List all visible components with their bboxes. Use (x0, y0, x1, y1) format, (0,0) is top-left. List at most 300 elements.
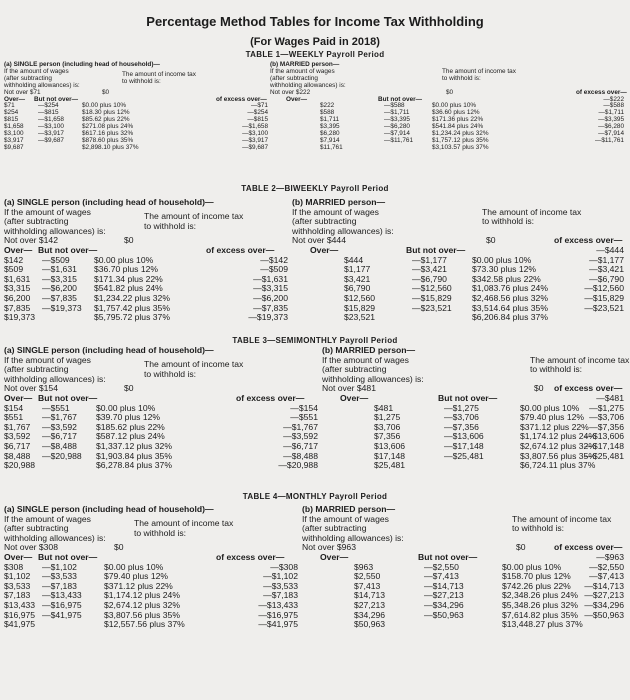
bracket-over: $50,963 (354, 619, 386, 630)
bracket-tax: $2,674.12 plus 32% (520, 441, 596, 451)
tax-amount-label: to withhold is: (482, 216, 535, 227)
not-over-tax: $0 (102, 88, 110, 96)
bracket-over: $963 (354, 561, 374, 572)
bracket-over: $588 (320, 109, 335, 117)
bracket-over: $7,356 (374, 431, 401, 442)
bracket-tax: $1,083.76 plus 24% (472, 283, 548, 294)
bracket-but-not-over: —$3,100 (38, 123, 64, 131)
bracket-tax: $2,674.12 plus 32% (104, 600, 180, 610)
bracket-but-not-over: —$509 (42, 254, 70, 265)
wage-condition-label: (after subtracting (322, 364, 387, 375)
married-bracket-excess: —$963 (596, 552, 624, 562)
married-person-heading: (b) MARRIED person— (292, 197, 386, 207)
bracket-but-not-over: —$7,835 (42, 293, 77, 303)
not-over-threshold: Not over $154 (4, 383, 58, 394)
bracket-but-not-over: —$1,102 (42, 561, 77, 572)
single-person-heading: (a) SINGLE person (including head of household)— (4, 197, 214, 207)
wage-condition-label: If the amount of wages (292, 206, 379, 217)
column-header-but-not-over: But not over— (38, 552, 98, 562)
tax-amount-label: The amount of income tax (144, 211, 244, 222)
column-header-but-not-over: But not over— (378, 95, 423, 103)
tax-amount-label: to withhold is: (442, 74, 481, 82)
column-header-over: Over— (4, 552, 33, 562)
bracket-but-not-over: —$14,713 (424, 580, 464, 591)
column-header-over: Over— (320, 552, 349, 562)
bracket-over: $3,592 (4, 431, 31, 442)
bracket-over: $71 (4, 102, 15, 110)
single-bracket-excess: —$1,658 (242, 123, 268, 131)
not-over-tax: $0 (124, 235, 134, 246)
bracket-but-not-over: —$551 (42, 402, 70, 413)
bracket-but-not-over: —$9,687 (38, 136, 64, 144)
column-header-over: Over— (4, 95, 25, 103)
married-excess-header: of excess over— (554, 542, 623, 553)
bracket-tax: $6,724.11 plus 37% (520, 460, 596, 471)
tax-amount-label: The amount of income tax (482, 206, 582, 217)
bracket-tax: $171.34 plus 22% (94, 273, 163, 284)
bracket-over: $1,275 (374, 412, 401, 423)
bracket-tax: $3,807.56 plus 35% (520, 450, 596, 461)
bracket-tax: $742.26 plus 22% (502, 580, 571, 591)
bracket-but-not-over: —$15,829 (412, 293, 452, 303)
bracket-but-not-over: —$6,790 (412, 273, 447, 284)
single-bracket-excess: —$509 (260, 264, 288, 275)
bracket-but-not-over: —$11,761 (384, 136, 414, 144)
bracket-tax: $0.00 plus 10% (104, 561, 164, 572)
single-bracket-excess: —$3,592 (283, 431, 318, 442)
bracket-tax: $36.60 plus 12% (432, 109, 480, 117)
bracket-tax: $541.82 plus 24% (94, 283, 163, 294)
bracket-over: $7,183 (4, 590, 31, 601)
married-bracket-excess: —$7,413 (589, 571, 624, 582)
wage-condition-label: withholding allowances) is: (302, 532, 404, 543)
married-person-heading: (b) MARRIED person— (302, 504, 396, 514)
tax-amount-label: The amount of income tax (512, 513, 612, 524)
not-over-threshold: Not over $481 (322, 383, 376, 394)
bracket-tax: $3,514.64 plus 35% (472, 302, 548, 313)
not-over-tax: $0 (486, 235, 496, 246)
bracket-over: $815 (4, 116, 19, 124)
bracket-tax: $5,348.26 plus 32% (502, 600, 578, 610)
single-bracket-excess: —$1,102 (263, 571, 298, 582)
single-bracket-excess: —$16,975 (258, 609, 298, 620)
married-bracket-excess: —$1,275 (589, 402, 624, 413)
bracket-but-not-over: —$3,315 (42, 273, 77, 284)
bracket-tax: $39.70 plus 12% (96, 412, 161, 423)
bracket-over: $481 (374, 402, 394, 413)
bracket-tax: $1,174.12 plus 24% (520, 431, 596, 442)
bracket-over: $1,631 (4, 273, 31, 284)
bracket-but-not-over: —$3,533 (42, 571, 77, 582)
bracket-over: $9,687 (4, 143, 24, 151)
wage-condition-label: withholding allowances) is: (292, 225, 394, 236)
bracket-but-not-over: —$7,914 (384, 130, 410, 137)
bracket-but-not-over: —$16,975 (42, 600, 82, 610)
bracket-over: $1,658 (4, 123, 24, 131)
single-bracket-excess: —$3,315 (253, 283, 288, 294)
not-over-tax: $0 (516, 542, 526, 553)
bracket-but-not-over: —$7,413 (424, 571, 459, 582)
bracket-tax: $342.58 plus 22% (472, 273, 541, 284)
tax-amount-label: The amount of income tax (144, 359, 244, 370)
bracket-tax: $1,903.84 plus 35% (96, 450, 172, 461)
bracket-but-not-over: —$1,177 (412, 254, 447, 265)
married-bracket-excess: —$6,280 (598, 123, 624, 131)
bracket-tax: $0.00 plus 10% (432, 102, 477, 110)
bracket-tax: $0.00 plus 10% (502, 561, 562, 572)
bracket-over: $16,975 (4, 609, 36, 620)
bracket-over: $254 (4, 109, 19, 117)
bracket-but-not-over: —$19,373 (42, 302, 82, 313)
bracket-but-not-over: —$13,606 (444, 431, 484, 442)
table-caption: TABLE 3—SEMIMONTHLY Payroll Period (232, 336, 398, 345)
bracket-tax: $158.70 plus 12% (502, 571, 571, 582)
single-person-heading: (a) SINGLE person (including head of household)— (4, 504, 214, 514)
bracket-but-not-over: —$3,421 (412, 264, 447, 275)
married-bracket-excess: —$222 (603, 95, 624, 103)
bracket-over: $509 (4, 264, 24, 275)
bracket-over: $11,761 (320, 143, 343, 151)
not-over-threshold: Not over $308 (4, 542, 58, 553)
bracket-over: $41,975 (4, 619, 36, 630)
single-bracket-excess: —$9,687 (242, 143, 268, 151)
table-caption: TABLE 2—BIWEEKLY Payroll Period (241, 184, 389, 193)
married-bracket-excess: —$7,914 (598, 130, 624, 137)
bracket-tax: $18.30 plus 12% (82, 109, 130, 117)
wage-condition-label: withholding allowances) is: (4, 532, 106, 543)
single-bracket-excess: —$154 (290, 402, 318, 413)
bracket-over: $13,433 (4, 600, 36, 610)
married-bracket-excess: —$15,829 (584, 293, 624, 303)
bracket-but-not-over: —$20,988 (42, 450, 82, 461)
bracket-over: $14,713 (354, 590, 386, 601)
bracket-over: $3,917 (4, 136, 24, 144)
single-excess-header: of excess over— (206, 245, 275, 255)
column-header-but-not-over: But not over— (406, 245, 466, 255)
married-bracket-excess: —$11,761 (594, 136, 624, 144)
bracket-tax: $587.12 plus 24% (96, 431, 165, 442)
bracket-but-not-over: —$254 (38, 102, 59, 110)
bracket-tax: $0.00 plus 10% (82, 102, 127, 110)
single-bracket-excess: —$7,835 (253, 302, 288, 313)
bracket-but-not-over: —$12,560 (412, 283, 452, 294)
bracket-but-not-over: —$1,275 (444, 402, 479, 413)
single-bracket-excess: —$3,100 (242, 130, 268, 137)
wage-condition-label: If the amount of wages (302, 513, 389, 524)
tax-amount-label: to withhold is: (144, 221, 197, 231)
single-bracket-excess: —$6,717 (283, 441, 318, 451)
not-over-threshold: Not over $222 (270, 88, 311, 96)
bracket-over: $551 (4, 412, 24, 423)
bracket-over: $25,481 (374, 460, 406, 471)
single-bracket-excess: —$13,433 (258, 600, 298, 610)
column-header-but-not-over: But not over— (38, 245, 98, 255)
married-bracket-excess: —$481 (596, 393, 624, 403)
married-bracket-excess: —$12,560 (584, 283, 624, 294)
bracket-over: $3,395 (320, 123, 340, 131)
wage-condition-label: withholding allowances) is: (4, 81, 80, 89)
bracket-but-not-over: —$17,148 (444, 441, 484, 451)
bracket-but-not-over: —$588 (384, 102, 405, 110)
bracket-tax: $3,103.57 plus 37% (432, 143, 489, 151)
not-over-threshold: Not over $444 (292, 235, 346, 246)
wage-condition-label: If the amount of wages (4, 206, 91, 217)
tax-amount-label: The amount of income tax (530, 354, 630, 365)
bracket-tax: $3,807.56 plus 35% (104, 609, 180, 620)
bracket-over: $6,790 (344, 283, 371, 294)
bracket-over: $308 (4, 561, 24, 572)
single-bracket-excess: —$41,975 (258, 619, 298, 630)
bracket-tax: $2,898.10 plus 37% (82, 143, 139, 151)
wage-condition-label: (after subtracting (270, 74, 318, 82)
bracket-tax: $0.00 plus 10% (94, 254, 154, 265)
married-bracket-excess: —$3,421 (589, 264, 624, 275)
married-person-heading: (b) MARRIED person— (270, 61, 340, 68)
tax-amount-label: to withhold is: (512, 523, 565, 534)
bracket-but-not-over: —$1,767 (42, 412, 77, 423)
married-bracket-excess: —$25,481 (584, 450, 624, 461)
single-bracket-excess: —$3,917 (242, 136, 268, 144)
wage-condition-label: withholding allowances) is: (4, 373, 106, 384)
bracket-over: $7,413 (354, 580, 381, 591)
single-bracket-excess: —$1,631 (253, 273, 288, 284)
bracket-tax: $171.36 plus 22% (432, 116, 484, 124)
bracket-tax: $271.08 plus 24% (82, 123, 134, 131)
bracket-but-not-over: —$41,975 (42, 609, 82, 620)
wage-condition-label: withholding allowances) is: (4, 225, 106, 236)
bracket-but-not-over: —$23,521 (412, 302, 452, 313)
bracket-tax: $85.62 plus 22% (82, 116, 130, 124)
single-person-heading: (a) SINGLE person (including head of household)— (4, 345, 214, 355)
wage-condition-label: If the amount of wages (4, 513, 91, 524)
wage-condition-label: (after subtracting (302, 523, 367, 534)
tax-amount-label: The amount of income tax (122, 71, 196, 79)
bracket-but-not-over: —$8,488 (42, 441, 77, 451)
tax-amount-label: to withhold is: (530, 364, 583, 375)
tax-amount-label: The amount of income tax (134, 518, 234, 529)
bracket-tax: $1,234.24 plus 32% (432, 130, 489, 137)
wage-condition-label: (after subtracting (292, 216, 357, 227)
bracket-over: $3,100 (4, 130, 24, 137)
wage-condition-label: If the amount of wages (4, 354, 91, 365)
bracket-tax: $73.30 plus 12% (472, 264, 537, 275)
bracket-tax: $185.62 plus 22% (96, 421, 165, 432)
page-title: Percentage Method Tables for Income Tax Withholding (146, 14, 484, 29)
married-bracket-excess: —$14,713 (584, 580, 624, 591)
bracket-over: $1,102 (4, 571, 31, 582)
bracket-but-not-over: —$1,711 (384, 109, 410, 117)
married-bracket-excess: —$27,213 (584, 590, 624, 601)
bracket-over: $6,717 (4, 441, 31, 451)
bracket-over: $154 (4, 402, 24, 413)
bracket-over: $19,373 (4, 312, 36, 323)
bracket-tax: $1,757.42 plus 35% (94, 302, 170, 313)
married-bracket-excess: —$34,296 (584, 600, 624, 610)
tax-amount-label: to withhold is: (144, 369, 197, 379)
single-excess-header: of excess over— (236, 393, 305, 403)
column-header-but-not-over: But not over— (418, 552, 478, 562)
bracket-over: $1,767 (4, 421, 31, 432)
bracket-over: $7,835 (4, 302, 31, 313)
single-bracket-excess: —$20,988 (278, 460, 318, 471)
single-bracket-excess: —$6,200 (253, 293, 288, 303)
married-bracket-excess: —$13,606 (584, 431, 624, 442)
bracket-tax: $12,557.56 plus 37% (104, 619, 185, 630)
bracket-over: $222 (320, 102, 335, 110)
bracket-tax: $371.12 plus 22% (104, 580, 173, 591)
table-caption: TABLE 1—WEEKLY Payroll Period (245, 50, 385, 59)
bracket-tax: $0.00 plus 10% (96, 402, 156, 413)
bracket-over: $12,560 (344, 293, 376, 303)
column-header-but-not-over: But not over— (38, 393, 98, 403)
wage-condition-label: (after subtracting (4, 364, 69, 375)
married-bracket-excess: —$3,395 (598, 116, 624, 124)
bracket-tax: $2,348.26 plus 24% (502, 590, 578, 601)
wage-condition-label: If the amount of wages (270, 67, 335, 75)
bracket-but-not-over: —$27,213 (424, 590, 464, 601)
bracket-over: $142 (4, 254, 24, 265)
married-bracket-excess: —$444 (596, 245, 624, 255)
bracket-but-not-over: —$50,963 (424, 609, 464, 620)
married-excess-header: of excess over— (576, 88, 627, 96)
bracket-over: $6,280 (320, 130, 340, 137)
married-bracket-excess: —$588 (603, 102, 624, 110)
bracket-but-not-over: —$13,433 (42, 590, 82, 601)
column-header-over: Over— (340, 393, 369, 403)
bracket-over: $20,988 (4, 460, 36, 471)
bracket-but-not-over: —$3,917 (38, 130, 64, 137)
table-caption: TABLE 4—MONTHLY Payroll Period (242, 492, 388, 501)
tax-amount-label: to withhold is: (134, 528, 187, 538)
single-bracket-excess: —$551 (290, 412, 318, 423)
bracket-tax: $0.00 plus 10% (520, 402, 580, 413)
bracket-over: $1,711 (320, 116, 340, 124)
not-over-tax: $0 (124, 383, 134, 394)
bracket-tax: $1,174.12 plus 24% (104, 590, 180, 601)
bracket-over: $3,315 (4, 283, 31, 294)
single-bracket-excess: —$19,373 (248, 312, 288, 323)
bracket-tax: $5,795.72 plus 37% (94, 312, 170, 323)
single-bracket-excess: —$71 (250, 102, 268, 110)
column-header-but-not-over: But not over— (438, 393, 498, 403)
wage-condition-label: If the amount of wages (322, 354, 409, 365)
single-bracket-excess: —$308 (270, 561, 298, 572)
column-header-but-not-over: But not over— (34, 95, 79, 103)
bracket-over: $8,488 (4, 450, 31, 461)
single-excess-header: of excess over— (216, 552, 285, 562)
bracket-tax: $6,278.84 plus 37% (96, 460, 172, 471)
bracket-tax: $6,206.84 plus 37% (472, 312, 548, 323)
bracket-but-not-over: —$1,631 (42, 264, 77, 275)
bracket-but-not-over: —$1,658 (38, 116, 64, 124)
wage-condition-label: withholding allowances) is: (322, 373, 424, 384)
bracket-tax: $36.70 plus 12% (94, 264, 159, 275)
single-bracket-excess: —$1,767 (283, 421, 318, 432)
page-subtitle: (For Wages Paid in 2018) (250, 36, 380, 48)
married-bracket-excess: —$1,177 (589, 254, 624, 265)
bracket-but-not-over: —$6,280 (384, 123, 410, 131)
single-bracket-excess: —$8,488 (283, 450, 318, 461)
single-bracket-excess: —$3,533 (263, 580, 298, 591)
married-bracket-excess: —$7,356 (589, 421, 624, 432)
bracket-tax: $2,468.56 plus 32% (472, 293, 548, 303)
bracket-over: $3,706 (374, 421, 401, 432)
bracket-but-not-over: —$3,706 (444, 412, 479, 423)
bracket-tax: $617.16 plus 32% (82, 130, 134, 137)
bracket-but-not-over: —$3,395 (384, 116, 410, 124)
single-bracket-excess: —$142 (260, 254, 288, 265)
wage-condition-label: If the amount of wages (4, 67, 69, 75)
bracket-tax: $0.00 plus 10% (472, 254, 532, 265)
bracket-over: $34,296 (354, 609, 386, 620)
bracket-tax: $7,614.82 plus 35% (502, 609, 578, 620)
not-over-tax: $0 (114, 542, 124, 553)
bracket-tax: $1,757.12 plus 35% (432, 136, 489, 144)
not-over-tax: $0 (446, 88, 454, 96)
bracket-but-not-over: —$815 (38, 109, 59, 117)
bracket-over: $3,533 (4, 580, 31, 591)
wage-condition-label: (after subtracting (4, 74, 52, 82)
not-over-tax: $0 (534, 383, 544, 394)
column-header-over: Over— (4, 245, 33, 255)
married-bracket-excess: —$3,706 (589, 412, 624, 423)
bracket-tax: $371.12 plus 22% (520, 421, 589, 432)
married-bracket-excess: —$17,148 (584, 441, 624, 451)
bracket-over: $7,914 (320, 136, 340, 144)
bracket-over: $27,213 (354, 600, 386, 610)
bracket-over: $23,521 (344, 312, 376, 323)
bracket-over: $15,829 (344, 302, 376, 313)
single-bracket-excess: —$7,183 (263, 590, 298, 601)
bracket-but-not-over: —$7,356 (444, 421, 479, 432)
bracket-over: $1,177 (344, 264, 371, 275)
bracket-tax: $878.60 plus 35% (82, 136, 134, 144)
bracket-but-not-over: —$2,550 (424, 561, 459, 572)
tax-amount-label: to withhold is: (122, 78, 161, 86)
bracket-but-not-over: —$6,717 (42, 431, 77, 442)
bracket-over: $17,148 (374, 450, 406, 461)
not-over-threshold: Not over $71 (4, 88, 41, 96)
married-excess-header: of excess over— (554, 383, 623, 394)
bracket-tax: $79.40 plus 12% (104, 571, 169, 582)
column-header-over: Over— (286, 95, 307, 103)
bracket-over: $3,421 (344, 273, 371, 284)
column-header-over: Over— (310, 245, 339, 255)
not-over-threshold: Not over $963 (302, 542, 356, 553)
wage-condition-label: (after subtracting (4, 216, 69, 227)
column-header-over: Over— (4, 393, 33, 403)
bracket-tax: $1,337.12 plus 32% (96, 441, 172, 451)
single-bracket-excess: —$254 (247, 109, 268, 117)
bracket-over: $13,606 (374, 441, 406, 451)
married-bracket-excess: —$6,790 (589, 273, 624, 284)
bracket-but-not-over: —$34,296 (424, 600, 464, 610)
wage-condition-label: withholding allowances) is: (270, 81, 346, 89)
married-bracket-excess: —$1,711 (598, 109, 624, 117)
married-person-heading: (b) MARRIED person— (322, 345, 416, 355)
not-over-threshold: Not over $142 (4, 235, 58, 246)
married-excess-header: of excess over— (554, 235, 623, 246)
bracket-tax: $1,234.22 plus 32% (94, 293, 170, 303)
married-bracket-excess: —$50,963 (584, 609, 624, 620)
bracket-over: $444 (344, 254, 364, 265)
bracket-tax: $79.40 plus 12% (520, 412, 585, 423)
bracket-over: $6,200 (4, 293, 31, 303)
married-bracket-excess: —$2,550 (589, 561, 624, 572)
single-excess-header: of excess over— (216, 95, 267, 103)
bracket-tax: $13,448.27 plus 37% (502, 619, 583, 630)
bracket-but-not-over: —$6,200 (42, 283, 77, 294)
